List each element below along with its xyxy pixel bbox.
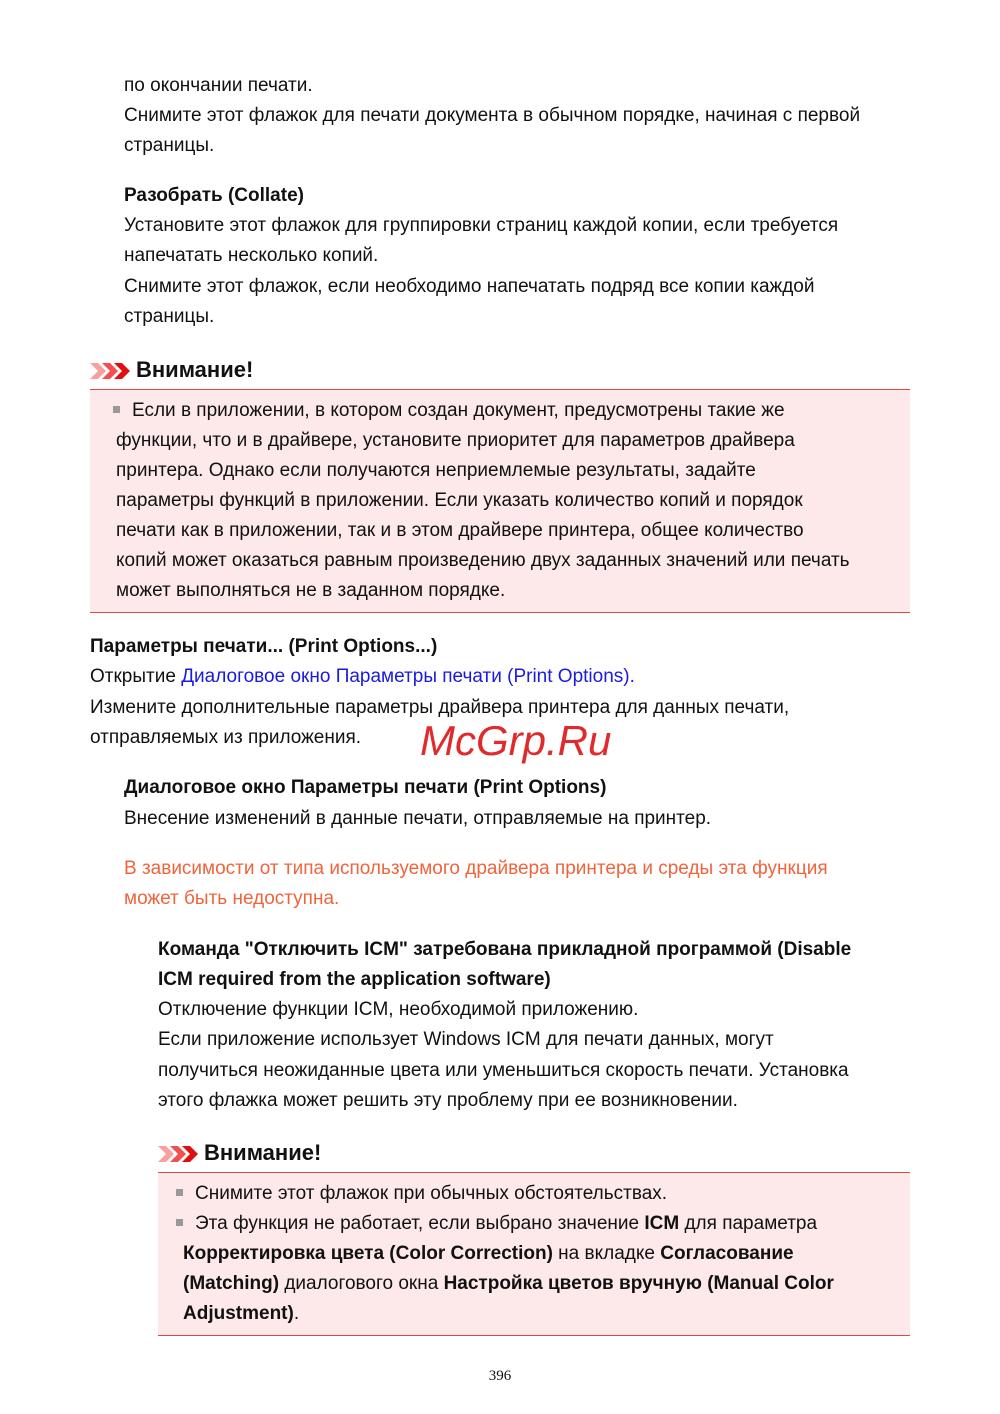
availability-note: В зависимости от типа используемого драйвера принтера и среды эта функция [124, 858, 828, 879]
list-item [113, 396, 785, 426]
text-line: функции, что и в драйвере, установите приоритет для параметров драйвера [116, 430, 795, 451]
text-line: отправляемых из приложения. [90, 727, 362, 748]
text-line: по окончании печати. [124, 75, 313, 96]
text-span: для параметра [679, 1213, 818, 1234]
list-item-text: Если в приложении, в котором создан документ, предусмотрены такие же [132, 400, 785, 421]
attention-heading [90, 355, 253, 385]
list-item [176, 1179, 667, 1209]
availability-note: может быть недоступна. [124, 888, 340, 909]
list-item-text: Снимите этот флажок при обычных обстоятельствах. [195, 1183, 668, 1204]
text-line: может выполняться не в заданном порядке. [116, 580, 506, 601]
attention-title: Внимание! [204, 1140, 322, 1165]
attention-heading [158, 1138, 321, 1168]
attention-title: Внимание! [136, 357, 254, 382]
text-span: на вкладке [552, 1243, 661, 1264]
text-line: напечатать несколько копий. [124, 245, 379, 266]
text-line: Внесение изменений в данные печати, отправляемые на принтер. [124, 808, 712, 829]
bullet-icon [113, 406, 120, 413]
text-line: Если приложение использует Windows ICM для печати данных, могут [158, 1029, 774, 1050]
text-line: печати как в приложении, так и в этом драйвере принтера, общее количество [116, 520, 804, 541]
attention-box [90, 389, 910, 613]
text-span: Настройка цветов вручную (Manual Color [443, 1273, 834, 1294]
print-options-heading: Параметры печати... (Print Options...) [90, 636, 438, 657]
text-span: Эта функция не работает, если выбрано значение [195, 1213, 645, 1234]
text-line [183, 1269, 834, 1299]
page-number: 396 [488, 1368, 512, 1384]
text-line: принтера. Однако если получаются неприемлемые результаты, задайте [116, 460, 756, 481]
text-span: . [293, 1303, 300, 1324]
text-line [90, 662, 635, 692]
text-span: Корректировка цвета (Color Correction) [183, 1243, 553, 1264]
text-span: Согласование [660, 1243, 794, 1264]
bullet-icon [176, 1219, 183, 1226]
attention-chevrons-icon [158, 1146, 198, 1162]
text-line: Снимите этот флажок, если необходимо напечатать подряд все копии каждой [124, 276, 815, 297]
text-span: диалогового окна [279, 1273, 444, 1294]
icm-heading: Команда "Отключить ICM" затребована прикладной программой (Disable [158, 939, 852, 960]
text-line: параметры функций в приложении. Если указать количество копий и порядок [116, 490, 803, 511]
text-span: ICM [644, 1213, 680, 1234]
collate-heading: Разобрать (Collate) [124, 185, 304, 206]
text-line: получиться неожиданные цвета или уменьшиться скорость печати. Установка [158, 1060, 849, 1081]
text-line [183, 1299, 299, 1329]
text-span: (Matching) [183, 1273, 280, 1294]
text-line: Измените дополнительные параметры драйвера принтера для данных печати, [90, 697, 790, 718]
text-span: Adjustment) [183, 1303, 294, 1324]
text-line: Установите этот флажок для группировки страниц каждой копии, если требуется [124, 215, 839, 236]
attention-chevrons-icon [90, 363, 130, 379]
text-line: Отключение функции ICM, необходимой приложению. [158, 999, 639, 1020]
text-line: Снимите этот флажок для печати документа в обычном порядке, начиная с первой [124, 105, 861, 126]
dialog-heading: Диалоговое окно Параметры печати (Print Options) [124, 777, 607, 798]
print-options-dialog-link[interactable]: Диалоговое окно Параметры печати (Print Options). [181, 666, 635, 687]
text-line: страницы. [124, 135, 215, 156]
open-prefix: Открытие [90, 666, 182, 687]
text-line: копий может оказаться равным произведению двух заданных значений или печать [116, 550, 850, 571]
bullet-icon [176, 1189, 183, 1196]
text-line [183, 1239, 794, 1269]
list-item [176, 1209, 817, 1239]
attention-box [158, 1172, 910, 1336]
watermark: McGrp.Ru [420, 717, 612, 764]
icm-heading: ICM required from the application software) [158, 969, 551, 990]
text-line: страницы. [124, 306, 215, 327]
text-line: этого флажка может решить эту проблему при ее возникновении. [158, 1090, 738, 1111]
